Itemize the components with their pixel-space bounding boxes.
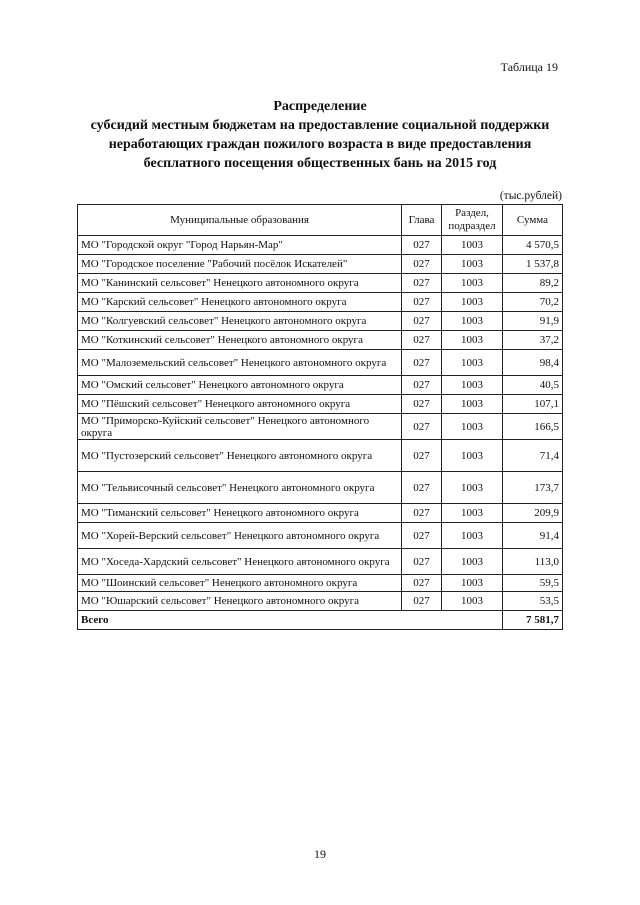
unit-note: (тыс.рублей)	[499, 190, 562, 202]
chapter-code: 027	[402, 549, 442, 575]
chapter-code: 027	[402, 255, 442, 274]
section-code: 1003	[442, 312, 503, 331]
sum-value: 59,5	[503, 575, 563, 592]
section-code: 1003	[442, 549, 503, 575]
total-row	[78, 611, 563, 630]
table-row	[78, 350, 563, 376]
table-row	[78, 274, 563, 293]
section-code: 1003	[442, 274, 503, 293]
sum-value: 1 537,8	[503, 255, 563, 274]
municipality-name: МО "Коткинский сельсовет" Ненецкого автономного округа	[78, 331, 402, 350]
sum-value: 166,5	[503, 414, 563, 440]
municipality-name: МО "Городской округ "Город Нарьян-Мар"	[78, 236, 402, 255]
header-sum: Сумма	[503, 205, 563, 236]
header-chapter: Глава	[402, 205, 442, 236]
header-section: Раздел, подраздел	[442, 205, 503, 236]
sum-value: 40,5	[503, 376, 563, 395]
table-row	[78, 440, 563, 472]
subsidy-table	[77, 204, 563, 630]
section-code: 1003	[442, 414, 503, 440]
municipality-name: МО "Пустозерский сельсовет" Ненецкого автономного округа	[78, 440, 402, 472]
header-name: Муниципальные образования	[78, 205, 402, 236]
municipality-name: МО "Городское поселение "Рабочий посёлок Искателей"	[78, 255, 402, 274]
sum-value: 91,9	[503, 312, 563, 331]
section-code: 1003	[442, 523, 503, 549]
table-row	[78, 312, 563, 331]
section-code: 1003	[442, 472, 503, 504]
municipality-name: МО "Колгуевский сельсовет" Ненецкого автономного округа	[78, 312, 402, 331]
municipality-name: МО "Канинский сельсовет" Ненецкого автономного округа	[78, 274, 402, 293]
chapter-code: 027	[402, 414, 442, 440]
document-title	[60, 97, 580, 173]
table-row	[78, 592, 563, 611]
sum-value: 70,2	[503, 293, 563, 312]
table-row	[78, 472, 563, 504]
municipality-name: МО "Пёшский сельсовет" Ненецкого автономного округа	[78, 395, 402, 414]
chapter-code: 027	[402, 523, 442, 549]
municipality-name: МО "Шоинский сельсовет" Ненецкого автономного округа	[78, 575, 402, 592]
section-code: 1003	[442, 255, 503, 274]
chapter-code: 027	[402, 592, 442, 611]
municipality-name: МО "Омский сельсовет" Ненецкого автономного округа	[78, 376, 402, 395]
table-row	[78, 504, 563, 523]
chapter-code: 027	[402, 376, 442, 395]
municipality-name: МО "Приморско-Куйский сельсовет" Ненецкого автономного округа	[78, 414, 402, 440]
sum-value: 37,2	[503, 331, 563, 350]
chapter-code: 027	[402, 274, 442, 293]
municipality-name: МО "Хорей-Верский сельсовет" Ненецкого автономного округа	[78, 523, 402, 549]
total-sum: 7 581,7	[503, 611, 563, 630]
chapter-code: 027	[402, 395, 442, 414]
table-row	[78, 395, 563, 414]
section-code: 1003	[442, 293, 503, 312]
page-number: 19	[314, 847, 326, 861]
title-line: Распределение	[273, 99, 367, 114]
table-row	[78, 414, 563, 440]
municipality-name: МО "Хоседа-Хардский сельсовет" Ненецкого автономного округа	[78, 549, 402, 575]
municipality-name: МО "Тельвисочный сельсовет" Ненецкого автономного округа	[78, 472, 402, 504]
chapter-code: 027	[402, 472, 442, 504]
total-label: Всего	[78, 611, 503, 630]
table-row	[78, 376, 563, 395]
sum-value: 98,4	[503, 350, 563, 376]
table-row	[78, 236, 563, 255]
municipality-name: МО "Карский сельсовет" Ненецкого автономного округа	[78, 293, 402, 312]
section-code: 1003	[442, 350, 503, 376]
sum-value: 107,1	[503, 395, 563, 414]
title-line: субсидий местным бюджетам на предоставление социальной поддержки	[90, 118, 550, 133]
sum-value: 4 570,5	[503, 236, 563, 255]
sum-value: 209,9	[503, 504, 563, 523]
sum-value: 71,4	[503, 440, 563, 472]
sum-value: 113,0	[503, 549, 563, 575]
section-code: 1003	[442, 331, 503, 350]
header-row	[78, 205, 563, 236]
chapter-code: 027	[402, 293, 442, 312]
municipality-name: МО "Малоземельский сельсовет" Ненецкого автономного округа	[78, 350, 402, 376]
chapter-code: 027	[402, 504, 442, 523]
section-code: 1003	[442, 236, 503, 255]
table-row	[78, 331, 563, 350]
title-line: бесплатного посещения общественных бань на 2015 год	[143, 156, 497, 171]
chapter-code: 027	[402, 575, 442, 592]
sum-value: 89,2	[503, 274, 563, 293]
chapter-code: 027	[402, 331, 442, 350]
section-code: 1003	[442, 575, 503, 592]
section-code: 1003	[442, 504, 503, 523]
section-code: 1003	[442, 592, 503, 611]
table-number-label: Таблица 19	[500, 60, 558, 74]
table-row	[78, 523, 563, 549]
table-row	[78, 575, 563, 592]
municipality-name: МО "Тиманский сельсовет" Ненецкого автономного округа	[78, 504, 402, 523]
sum-value: 53,5	[503, 592, 563, 611]
title-line: неработающих граждан пожилого возраста в виде предоставления	[108, 137, 532, 152]
chapter-code: 027	[402, 236, 442, 255]
table-row	[78, 549, 563, 575]
table-row	[78, 255, 563, 274]
sum-value: 91,4	[503, 523, 563, 549]
chapter-code: 027	[402, 350, 442, 376]
chapter-code: 027	[402, 440, 442, 472]
section-code: 1003	[442, 440, 503, 472]
chapter-code: 027	[402, 312, 442, 331]
section-code: 1003	[442, 395, 503, 414]
table-row	[78, 293, 563, 312]
municipality-name: МО "Юшарский сельсовет" Ненецкого автономного округа	[78, 592, 402, 611]
section-code: 1003	[442, 376, 503, 395]
sum-value: 173,7	[503, 472, 563, 504]
